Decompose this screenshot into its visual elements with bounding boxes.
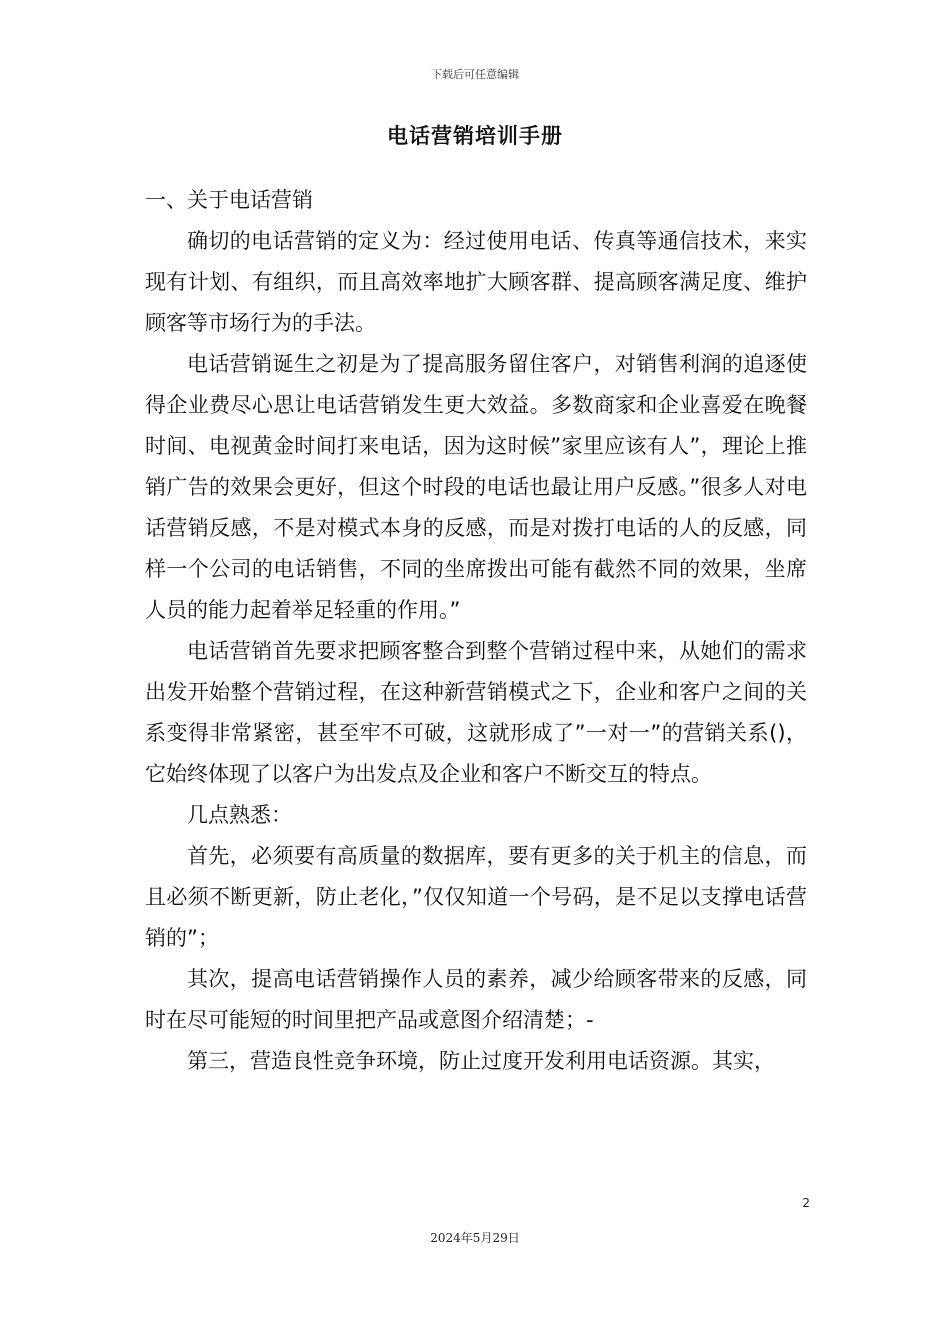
section-heading: 一、关于电话营销 bbox=[145, 188, 313, 212]
document-title: 电话营销培训手册 bbox=[387, 124, 563, 148]
footer-date: 2024年5月29日 bbox=[430, 1231, 520, 1245]
paragraph-point-third: 第三，营造良性竞争环境，防止过度开发利用电话资源。其实， bbox=[187, 1049, 775, 1073]
paragraph-origin: 电话营销诞生之初是为了提高服务留住客户，对销售利润的追逐使得企业费尽心思让电话营销发生更大效益。多数商家和企业喜爱在晚餐时间、电视黄金时间打来电话，因为这时候”家里应该有人”，理论上推销广告的效果会更好，但这个时段的电话也最让用户反感。”很多人对电话营销反感，不是对模式本身的反感，而是对拨打电话的人的反感，同样一个公司的电话销售，不同的坐席拨出可能有截然不同的效果，坐席人员的能力起着举足轻重的作用。” bbox=[145, 352, 807, 622]
paragraph-definition: 确切的电话营销的定义为：经过使用电话、传真等通信技术，来实现有计划、有组织，而且高效率地扩大顾客群、提高顾客满足度、维护顾客等市场行为的手法。 bbox=[145, 229, 807, 335]
paragraph-point-second: 其次，提高电话营销操作人员的素养，减少给顾客带来的反感，同时在尽可能短的时间里把产品或意图介绍清楚；- bbox=[145, 967, 807, 1032]
document-body bbox=[145, 180, 807, 1082]
header-note: 下载后可任意编辑 bbox=[431, 68, 519, 81]
paragraph-integration: 电话营销首先要求把顾客整合到整个营销过程中来，从她们的需求出发开始整个营销过程，在这种新营销模式之下，企业和客户之间的关系变得非常紧密，甚至牢不可破，这就形成了”一对一”的营销关系()，它始终体现了以客户为出发点及企业和客户不断交互的特点。 bbox=[145, 639, 807, 786]
paragraph-points-heading: 几点熟悉： bbox=[187, 803, 292, 827]
paragraph-point-first: 首先，必须要有高质量的数据库，要有更多的关于机主的信息，而且必须不断更新，防止老化，”仅仅知道一个号码，是不足以支撑电话营销的”； bbox=[145, 844, 807, 950]
page-number: 2 bbox=[802, 1196, 810, 1210]
